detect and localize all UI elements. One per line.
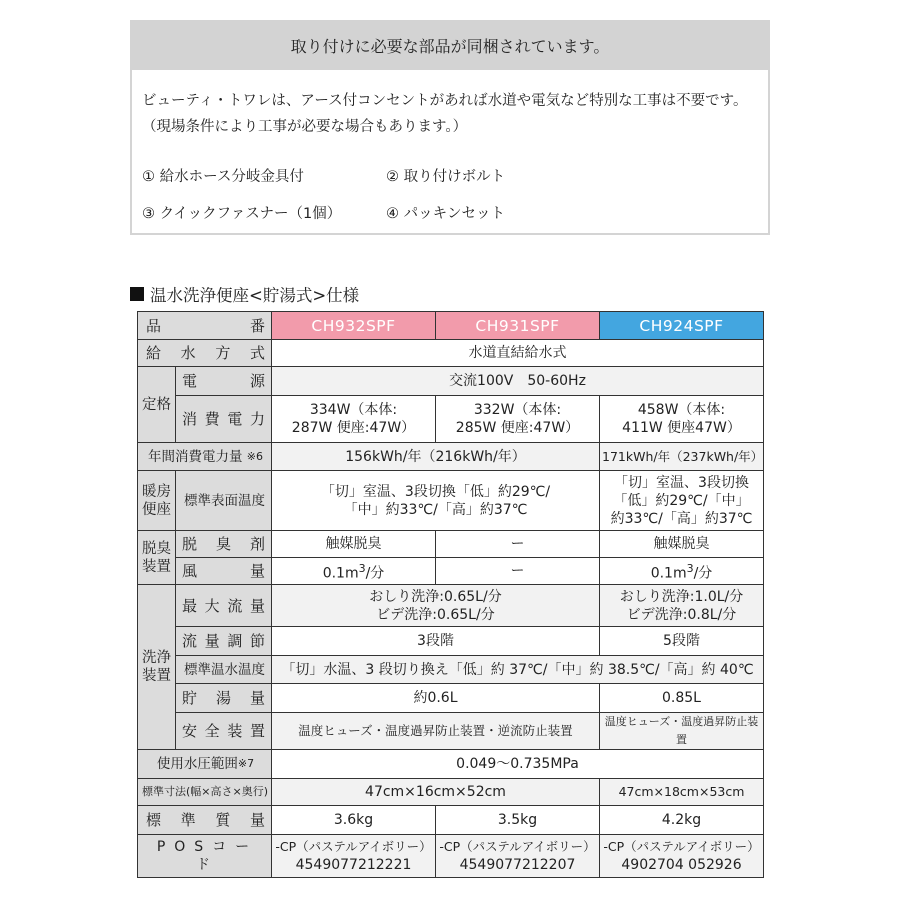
model-ch932spf: CH932SPF: [272, 312, 436, 340]
row-seat-temp: [138, 471, 764, 531]
value-dimensions-ch924: 47cm×18cm×53cm: [600, 779, 764, 806]
value-deodorant-ch932: 触媒脱臭: [272, 531, 436, 558]
value-power-source: 交流100V 50-60Hz: [272, 367, 764, 396]
label-max-flow: 最 大 流 量: [176, 585, 272, 627]
value-pos-ch924: -CP（パステルアイボリー） 4902704 052926: [600, 835, 764, 878]
row-max-flow: [138, 585, 764, 627]
part-item: ④ パッキンセット: [386, 206, 505, 222]
value-tank-ch924: 0.85L: [600, 684, 764, 713]
value-power-ch924: 458W（本体: 411W 便座47W）: [600, 396, 764, 443]
label-seat-temp: 標準表面温度: [176, 471, 272, 531]
label-mass: 標 準 質 量: [138, 806, 272, 835]
row-power-consumption: [138, 396, 764, 443]
value-airflow-ch924: $0.1m^3/$分: [600, 558, 764, 585]
value-flow-adjust-ch932-931: 3段階: [272, 627, 600, 656]
label-deodorant: 脱 臭 剤: [176, 531, 272, 558]
label-annual-power: 年間消費電力量 $^{※6}$: [138, 443, 272, 471]
row-annual-power: [138, 443, 764, 471]
row-airflow: [138, 558, 764, 585]
label-dimensions: 標準寸法(幅×高さ×奥行): [138, 779, 272, 806]
row-tank: [138, 684, 764, 713]
value-seat-temp-ch932-931: 「切」室温、3段切換「低」約29℃/ 「中」約33℃/「高」約37℃: [272, 471, 600, 531]
value-max-flow-ch924: おしり洗浄:1.0L/分 ビデ洗浄:0.8L/分: [600, 585, 764, 627]
label-airflow: 風 量: [176, 558, 272, 585]
row-safety: [138, 713, 764, 750]
value-pos-ch932: -CP（パステルアイボリー） 4549077212221: [272, 835, 436, 878]
label-tank: 貯 湯 量: [176, 684, 272, 713]
value-pressure: 0.049〜0.735MPa: [272, 750, 764, 779]
row-water-temp: [138, 656, 764, 684]
value-flow-adjust-ch924: 5段階: [600, 627, 764, 656]
value-mass-ch932: 3.6kg: [272, 806, 436, 835]
included-parts-box: [130, 20, 770, 235]
row-model: [138, 312, 764, 340]
row-deodorant: [138, 531, 764, 558]
value-mass-ch931: 3.5kg: [436, 806, 600, 835]
part-item: ① 給水ホース分岐金具付: [142, 169, 304, 185]
model-ch931spf: CH931SPF: [436, 312, 600, 340]
label-power-source: 電 源: [176, 367, 272, 396]
group-deodorizer: 脱臭 装置: [138, 531, 176, 585]
value-annual-power-ch932-931: 156kWh/年（216kWh/年）: [272, 443, 600, 471]
value-power-ch932: 334W（本体: 287W 便座:47W）: [272, 396, 436, 443]
value-safety-ch924: 温度ヒューズ・温度過昇防止装置: [600, 713, 764, 750]
label-model: 品 番: [138, 312, 272, 340]
value-dimensions-ch932-931: 47cm×16cm×52cm: [272, 779, 600, 806]
section-title-text: 温水洗浄便座<貯湯式>仕様: [150, 286, 360, 305]
notice-line-2: （現場条件により工事が必要な場合もあります。）: [142, 119, 468, 135]
value-deodorant-ch924: 触媒脱臭: [600, 531, 764, 558]
row-flow-adjust: [138, 627, 764, 656]
part-item: ③ クイックファスナー（1個）: [142, 206, 342, 222]
value-water-supply: 水道直結給水式: [272, 340, 764, 367]
row-pressure: [138, 750, 764, 779]
group-rating: 定格: [138, 367, 176, 443]
included-parts-header: 取り付けに必要な部品が同梱されています。: [130, 20, 770, 70]
parts-list: [142, 164, 758, 227]
value-water-temp: 「切」水温、3 段切り換え「低」約 37℃/「中」約 38.5℃/「高」約 40℃: [272, 656, 764, 684]
value-airflow-ch931: ー: [436, 558, 600, 585]
row-water-supply: [138, 340, 764, 367]
row-pos: [138, 835, 764, 878]
model-ch924spf: CH924SPF: [600, 312, 764, 340]
label-water-temp: 標準温水温度: [176, 656, 272, 684]
value-pos-ch931: -CP（パステルアイボリー） 4549077212207: [436, 835, 600, 878]
row-dimensions: [138, 779, 764, 806]
value-deodorant-ch931: ー: [436, 531, 600, 558]
value-tank-ch932-931: 約0.6L: [272, 684, 600, 713]
square-bullet-icon: [130, 287, 144, 301]
value-max-flow-ch932-931: おしり洗浄:0.65L/分 ビデ洗浄:0.65L/分: [272, 585, 600, 627]
group-washer: 洗浄 装置: [138, 585, 176, 750]
label-pressure: 使用水圧範囲$^{※7}$: [138, 750, 272, 779]
section-title: [130, 282, 359, 306]
part-item: ② 取り付けボルト: [386, 169, 506, 185]
value-seat-temp-ch924: 「切」室温、3段切換 「低」約29℃/「中」 約33℃/「高」約37℃: [600, 471, 764, 531]
label-flow-adjust: 流 量 調 節: [176, 627, 272, 656]
value-annual-power-ch924: 171kWh/年（237kWh/年）: [600, 443, 764, 471]
notice-line-1: ビューティ・トワレは、アース付コンセントがあれば水道や電気など特別な工事は不要です。: [142, 93, 748, 109]
value-safety-ch932-931: 温度ヒューズ・温度過昇防止装置・逆流防止装置: [272, 713, 600, 750]
spec-table: [137, 311, 764, 878]
label-safety: 安 全 装 置: [176, 713, 272, 750]
label-water-supply: 給 水 方 式: [138, 340, 272, 367]
value-mass-ch924: 4.2kg: [600, 806, 764, 835]
value-airflow-ch932: $0.1m^3/$分: [272, 558, 436, 585]
label-power-consumption: 消 費 電 力: [176, 396, 272, 443]
row-mass: [138, 806, 764, 835]
label-pos: POSコード: [138, 835, 272, 878]
row-power-source: [138, 367, 764, 396]
value-power-ch931: 332W（本体: 285W 便座:47W）: [436, 396, 600, 443]
group-heated-seat: 暖房 便座: [138, 471, 176, 531]
